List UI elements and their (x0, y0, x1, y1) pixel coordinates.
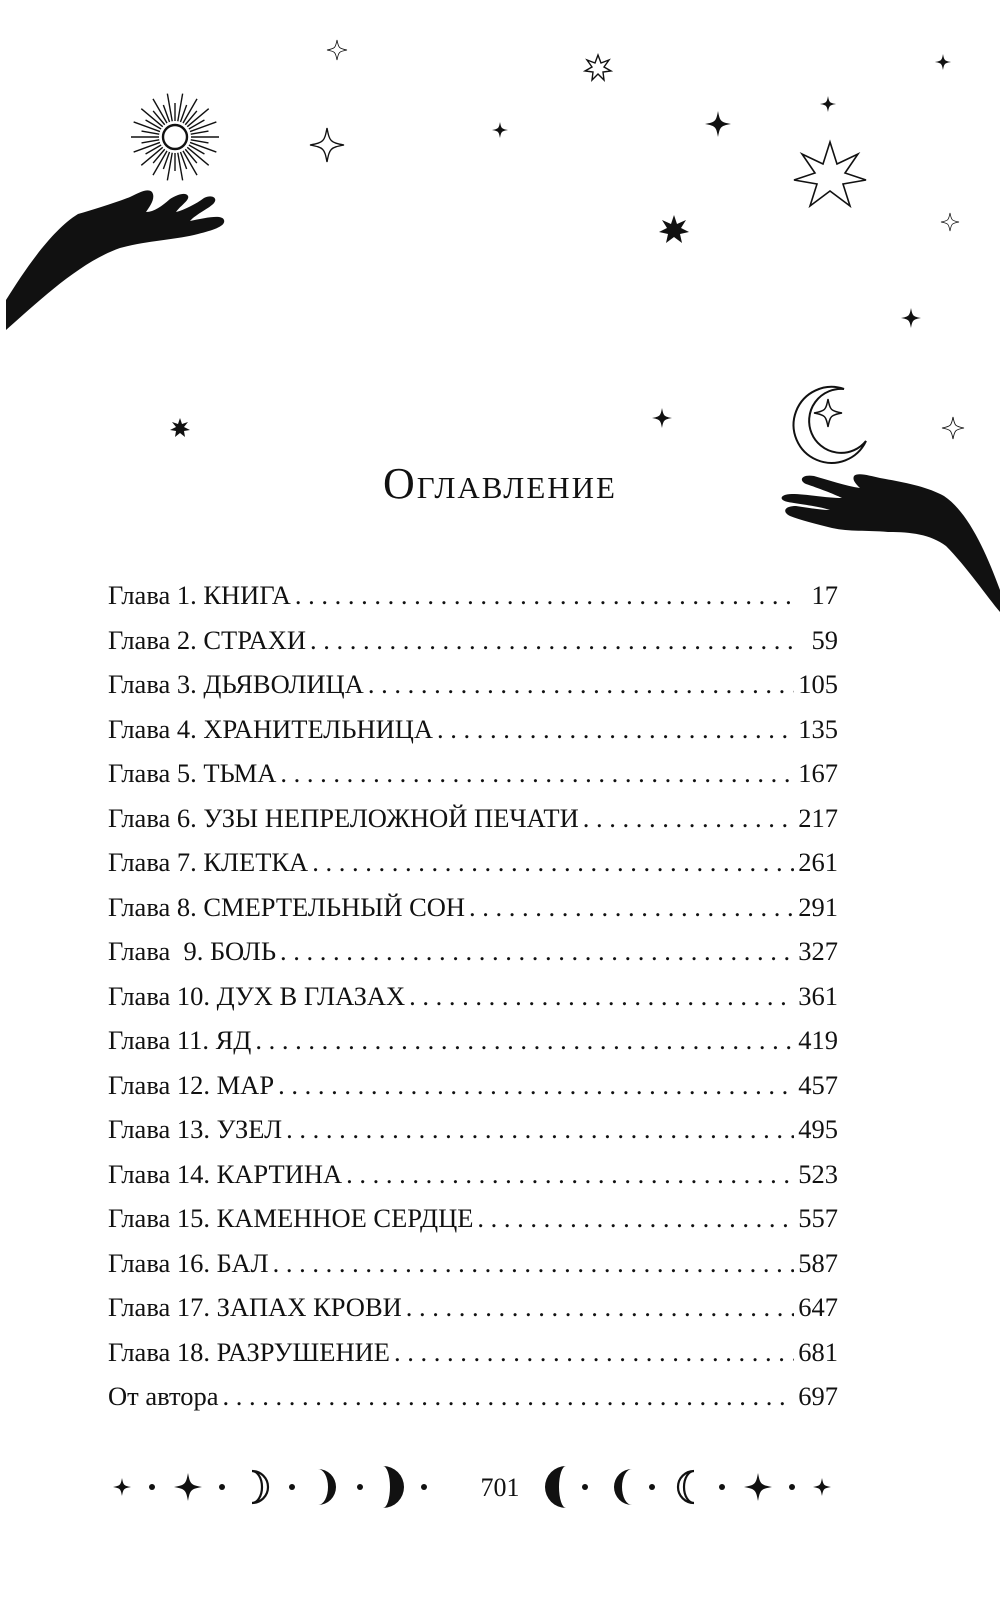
dot-leader (368, 669, 794, 700)
toc-item[interactable] (108, 1159, 838, 1204)
toc-item-page: 105 (798, 669, 838, 699)
star-icon (705, 111, 731, 137)
dot-leader (469, 892, 794, 923)
toc-item-page: 697 (798, 1381, 838, 1411)
dot-leader (346, 1159, 794, 1190)
page-number-text: 701 (473, 1473, 528, 1502)
toc-item[interactable] (108, 981, 838, 1026)
toc-item-label: Глава 7. КЛЕТКА (108, 847, 309, 877)
toc-item-page: 457 (798, 1069, 838, 1100)
toc-item-page: 647 (798, 1292, 838, 1322)
star-icon (652, 408, 672, 428)
toc-item[interactable] (108, 847, 838, 892)
toc-item-page: 557 (798, 1203, 838, 1233)
toc-item-label: Глава 8. СМЕРТЕЛЬНЫЙ СОН (108, 891, 466, 922)
star-icon (935, 54, 951, 70)
star-icon (327, 40, 347, 60)
toc-item-page: 291 (798, 891, 838, 922)
toc-item[interactable] (108, 580, 838, 625)
star-icon (942, 417, 964, 439)
toc-item-page: 587 (798, 1247, 838, 1278)
toc-item-label: Глава 16. БАЛ (108, 1247, 269, 1278)
toc-item-label: Глава 5. ТЬМА (108, 758, 277, 788)
crescent-moon-icon (794, 387, 866, 463)
dot-leader (312, 847, 794, 878)
toc-item-label: Глава 14. КАРТИНА (108, 1158, 343, 1189)
star-icon (941, 213, 959, 231)
star-icon (901, 308, 921, 328)
toc-item-label: Глава 3. ДЬЯВОЛИЦА (108, 669, 364, 699)
toc-item-label: Глава 10. ДУХ В ГЛАЗАХ (108, 980, 406, 1011)
star-icon (310, 128, 344, 162)
toc-item-page: 59 (811, 624, 838, 655)
star-icon (585, 55, 611, 80)
toc-item[interactable] (108, 758, 838, 803)
toc-item-page: 17 (811, 580, 838, 610)
toc-item-page: 419 (798, 1025, 838, 1055)
dot-leader (280, 758, 794, 789)
dot-leader (278, 1070, 794, 1101)
toc-item-label: От автора (108, 1381, 219, 1411)
toc-item[interactable] (108, 1203, 838, 1248)
toc-item-label: Глава 12. МАР (108, 1069, 275, 1100)
sun-ray (142, 131, 160, 134)
sun-ray (142, 140, 160, 143)
dot-leader (394, 1337, 794, 1368)
dot-leader (222, 1381, 794, 1412)
dot-leader (286, 1114, 794, 1145)
toc-item-page: 261 (798, 847, 838, 877)
toc-item[interactable] (108, 1114, 838, 1159)
toc-item-page: 135 (798, 713, 838, 744)
toc-item[interactable] (108, 1292, 838, 1337)
toc-item-label: Глава 9. БОЛЬ (108, 936, 277, 966)
toc-item[interactable] (108, 669, 838, 714)
toc-item-label: Глава 4. ХРАНИТЕЛЬНИЦА (108, 713, 434, 744)
page-title: Оглавление (383, 459, 617, 508)
dot-leader (255, 1025, 794, 1056)
dot-leader (583, 803, 795, 834)
toc-item[interactable] (108, 936, 838, 981)
toc-item[interactable] (108, 892, 838, 937)
toc-item-label: Глава 13. УЗЕЛ (108, 1114, 283, 1144)
toc-item[interactable] (108, 1025, 838, 1070)
toc-item-label: Глава 2. СТРАХИ (108, 624, 306, 655)
dot-leader (310, 625, 796, 656)
dot-leader (409, 981, 794, 1012)
toc-item-page: 327 (798, 936, 838, 966)
toc-item-label: Глава 15. КАМЕННОЕ СЕРДЦЕ (108, 1203, 474, 1233)
sun-icon (131, 94, 219, 181)
toc-item-page: 681 (798, 1336, 838, 1367)
dot-leader (295, 580, 796, 611)
star-icon (820, 96, 836, 112)
star-icon (659, 215, 689, 243)
star-icon (794, 142, 866, 206)
toc-item-label: Глава 1. КНИГА (108, 580, 291, 610)
dot-leader (273, 1248, 795, 1279)
sun-ray (191, 140, 209, 143)
toc-item[interactable] (108, 1337, 838, 1382)
dot-leader (477, 1203, 794, 1234)
toc-item[interactable] (108, 714, 838, 759)
toc-item-page: 523 (798, 1158, 838, 1189)
toc-item-page: 167 (798, 758, 838, 788)
page-number (0, 1473, 1000, 1503)
toc-item-page: 361 (798, 980, 838, 1011)
toc-item-label: Глава 6. УЗЫ НЕПРЕЛОЖНОЙ ПЕЧАТИ (108, 802, 579, 833)
dot-leader (406, 1292, 794, 1323)
star-icon (492, 122, 508, 138)
toc-item-label: Глава 18. РАЗРУШЕНИЕ (108, 1336, 390, 1367)
dot-leader (280, 936, 794, 967)
star-icon (170, 418, 190, 437)
table-of-contents (108, 580, 838, 1426)
sun-ray (191, 131, 209, 134)
toc-item-page: 217 (798, 802, 838, 833)
toc-item[interactable] (108, 803, 838, 848)
toc-item-label: Глава 17. ЗАПАХ КРОВИ (108, 1292, 402, 1322)
toc-item[interactable] (108, 1381, 838, 1426)
toc-item-page: 495 (798, 1114, 838, 1144)
left-hand-icon (6, 190, 224, 330)
toc-item[interactable] (108, 1070, 838, 1115)
toc-item[interactable] (108, 625, 838, 670)
toc-item[interactable] (108, 1248, 838, 1293)
toc-item-label: Глава 11. ЯД (108, 1025, 252, 1055)
dot-leader (437, 714, 794, 745)
